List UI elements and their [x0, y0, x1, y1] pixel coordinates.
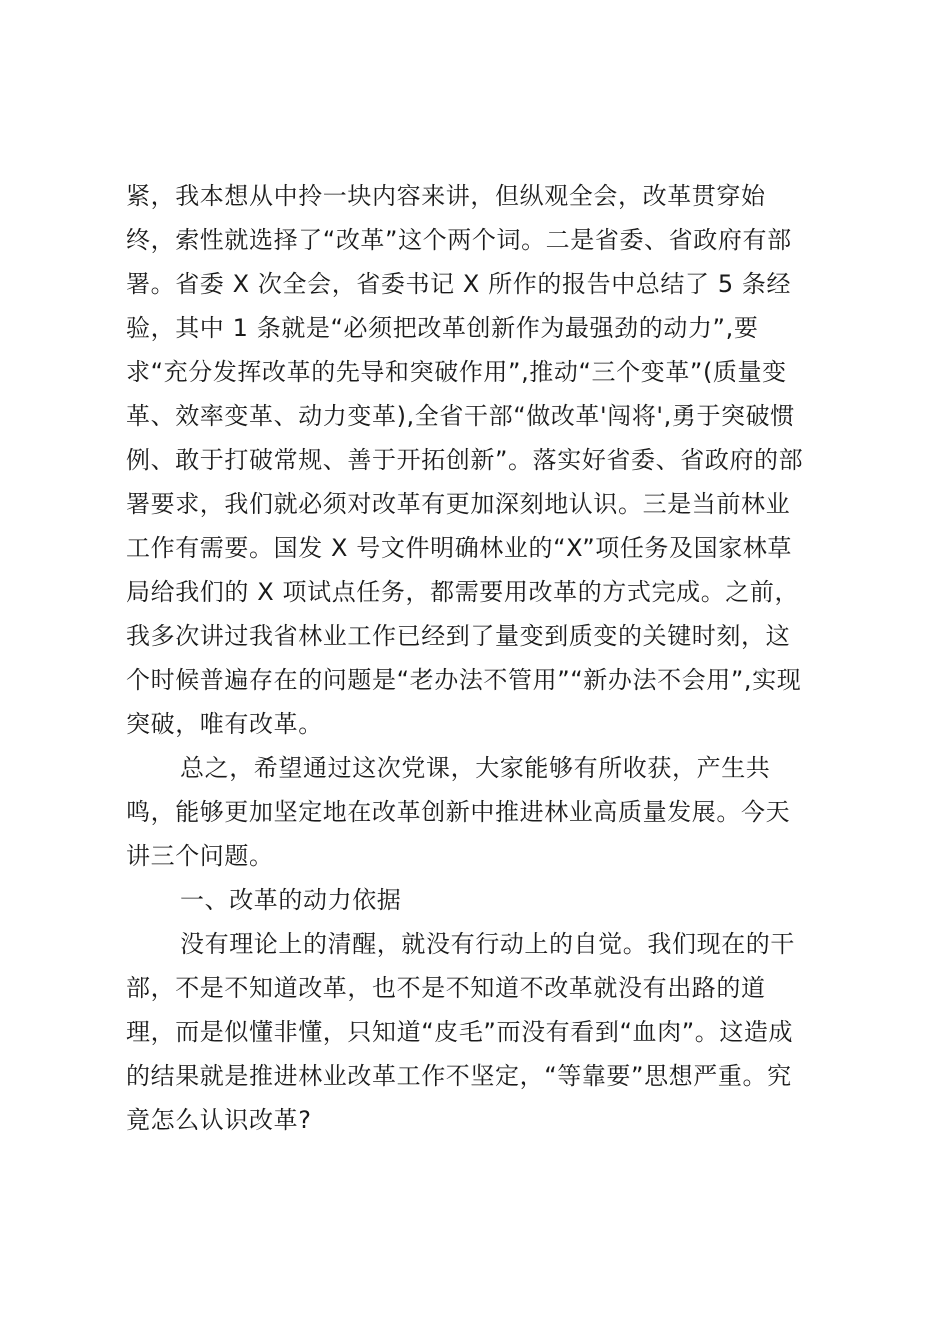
text-line: 终，索性就选择了“改革”这个两个词。二是省委、省政府有部: [126, 226, 792, 254]
text-line: 例、敢于打破常规、善于开拓创新”。落实好省委、省政府的部: [126, 446, 804, 474]
text-line: 局给我们的 X 项试点任务，都需要用改革的方式完成。之前，: [126, 578, 800, 606]
text-line: 署要求，我们就必须对改革有更加深刻地认识。三是当前林业: [126, 490, 791, 518]
text-line: 部，不是不知道改革，也不是不知道不改革就没有出路的道: [126, 974, 766, 1002]
paragraph-start-line: 总之，希望通过这次党课，大家能够有所收获，产生共: [180, 754, 771, 782]
text-line: 革、效率变革、动力变革),全省干部“做改革'闯将',勇于突破惯: [126, 402, 795, 430]
text-line: 工作有需要。国发 X 号文件明确林业的“X”项任务及国家林草: [126, 534, 793, 562]
text-line: 署。省委 X 次全会，省委书记 X 所作的报告中总结了 5 条经: [126, 270, 792, 298]
text-line: 紧，我本想从中拎一块内容来讲，但纵观全会，改革贯穿始: [126, 182, 766, 210]
paragraph-start-line: 没有理论上的清醒，就没有行动上的自觉。我们现在的干: [180, 930, 795, 958]
section-heading: 一、改革的动力依据: [180, 886, 402, 914]
text-line: 突破，唯有改革。: [126, 710, 323, 738]
text-line: 的结果就是推进林业改革工作不坚定，“等靠要”思想严重。究: [126, 1062, 792, 1090]
text-line: 鸣，能够更加坚定地在改革创新中推进林业高质量发展。今天: [126, 798, 791, 826]
text-line: 求“充分发挥改革的先导和突破作用”,推动“三个变革”(质量变: [126, 358, 787, 386]
text-line: 个时候普遍存在的问题是“老办法不管用”“新办法不会用”,实现: [126, 666, 802, 694]
text-line: 理，而是似懂非懂，只知道“皮毛”而没有看到“血肉”。这造成: [126, 1018, 794, 1046]
text-line: 讲三个问题。: [126, 842, 274, 870]
text-line: 验，其中 1 条就是“必须把改革创新作为最强劲的动力”,要: [126, 314, 759, 342]
text-line: 我多次讲过我省林业工作已经到了量变到质变的关键时刻，这: [126, 622, 791, 650]
body-text: [126, 174, 836, 1142]
text-line: 竟怎么认识改革?: [126, 1106, 312, 1134]
